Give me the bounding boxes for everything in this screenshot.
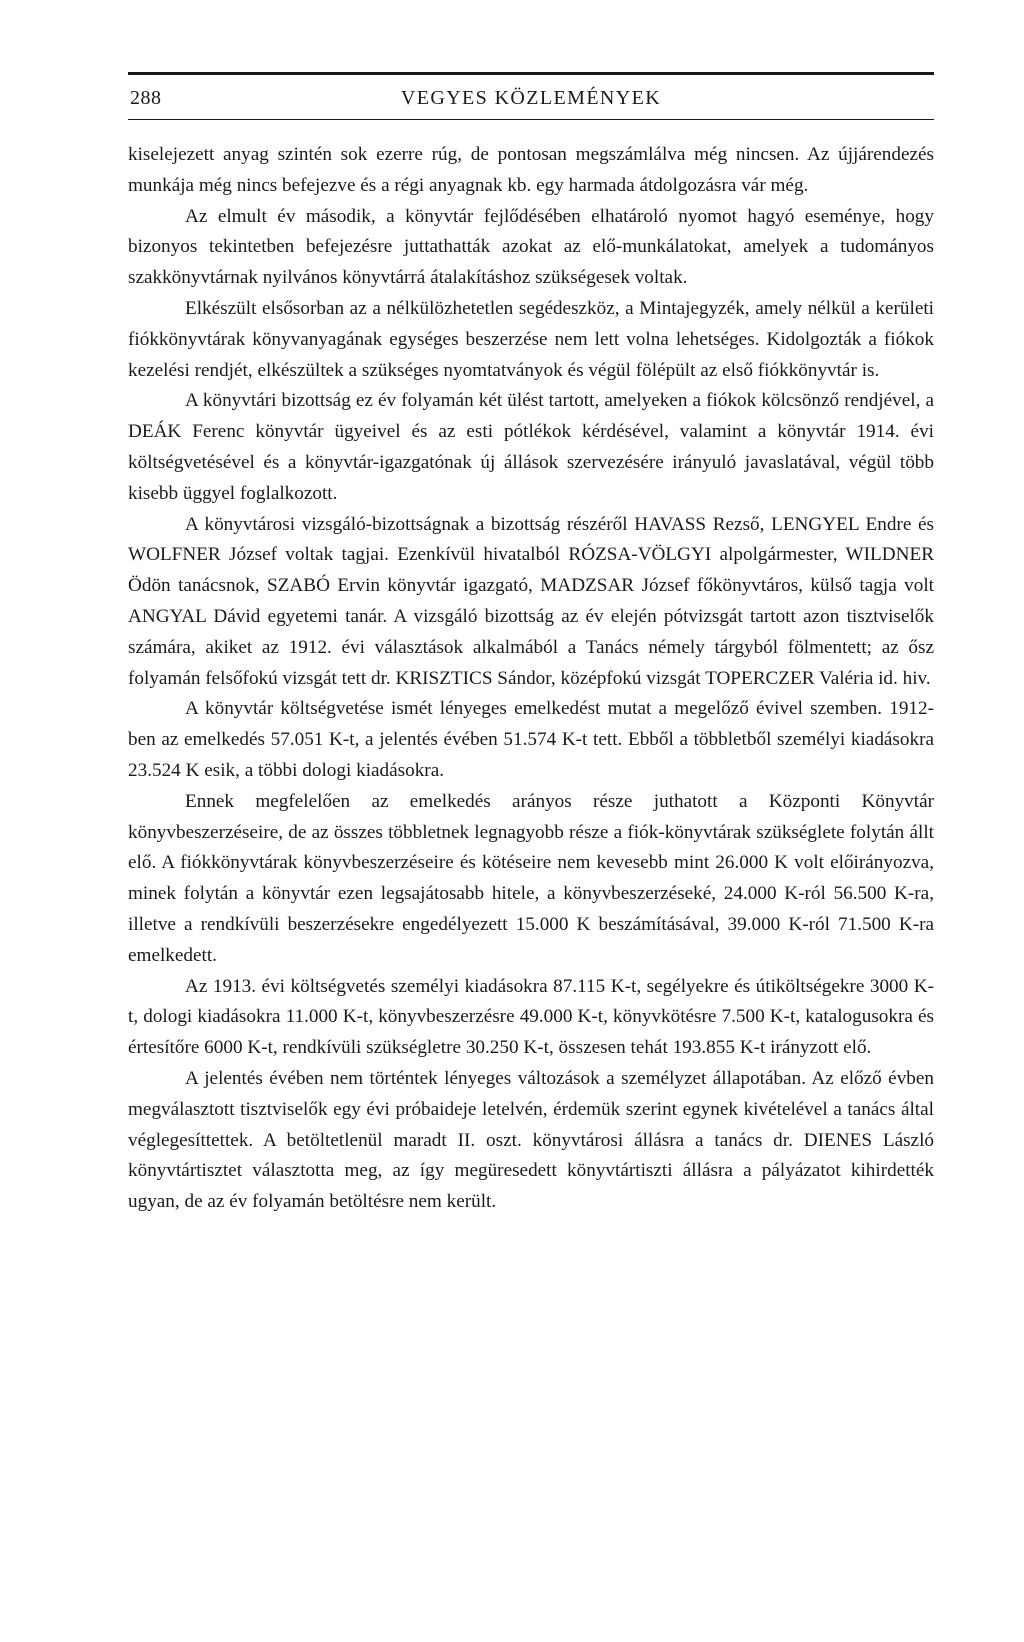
page-number: 288: [130, 87, 162, 109]
paragraph: Az elmult év második, a könyvtár fejlődésében elhatároló nyomot hagyó eseménye, hogy bizonyos tekintetben befejezésre juttathatták azokat az elő-munkálatokat, amelyek a tudományos szakkönyvtárnak nyilvános könyvtárrá átalakításhoz szükségesek voltak.: [128, 205, 934, 289]
running-header: [128, 75, 934, 119]
page: [128, 72, 934, 1218]
paragraph: A könyvtári bizottság ez év folyamán két ülést tartott, amelyeken a fiókok kölcsönző rendjével, a DEÁK Ferenc könyvtár ügyeivel és az esti pótlékok kérdésével, valamint a könyvtár 1914. évi költségvetésével és a könyvtár-igazgatónak új állások szervezésére irányuló javaslatával, végül több kisebb üggyel foglalkozott.: [128, 390, 934, 504]
header-rule-bottom: [128, 119, 934, 120]
running-title: VEGYES KÖZLEMÉNYEK: [400, 87, 662, 109]
paragraph: Ennek megfelelően az emelkedés arányos része juthatott a Központi Könyvtár könyvbeszerzéseire, de az összes többletnek legnagyobb része a fiók-könyvtárak szükséglete folytán állt elő. A fiókkönyvtárak könyvbeszerzéseire és kötéseire nem kevesebb mint 26.000 K volt előirányozva, minek folytán a könyvtár ezen legsajátosabb hitele, a könyvbeszerzéseké, 24.000 K-ról 56.500 K-ra, illetve a rendkívüli beszerzésekre engedélyezett 15.000 K beszámításával, 39.000 K-ról 71.500 K-ra emelkedett.: [128, 790, 934, 966]
paragraph: A könyvtár költségvetése ismét lényeges emelkedést mutat a megelőző évivel szemben. 1912-ben az emelkedés 57.051 K-t, a jelentés évében 51.574 K-t tett. Ebből a többletből személyi kiadásokra 23.524 K esik, a többi dologi kiadásokra.: [128, 698, 934, 781]
paragraph: Elkészült elsősorban az a nélkülözhetetlen segédeszköz, a Mintajegyzék, amely nélkül a kerületi fiókkönyvtárak könyvanyagának egységes beszerzése nem lett volna lehetséges. Kidolgozták a fiókok kezelési rendjét, elkészültek a szükséges nyomtatványok és végül fölépült az első fiókkönyvtár is.: [128, 297, 934, 381]
paragraph: Az 1913. évi költségvetés személyi kiadásokra 87.115 K-t, segélyekre és útiköltségekre 3000 K-t, dologi kiadásokra 11.000 K-t, könyvbeszerzésre 49.000 K-t, könyvkötésre 7.500 K-t, katalogusokra és értesítőre 6000 K-t, rendkívüli szükségletre 30.250 K-t, összesen tehát 193.855 K-t irányzott elő.: [128, 975, 934, 1059]
paragraph: A könyvtárosi vizsgáló-bizottságnak a bizottság részéről HAVASS Rezső, LENGYEL Endre és WOLFNER József voltak tagjai. Ezenkívül hivatalból RÓZSA-VÖLGYI alpolgármester, WILDNER Ödön tanácsnok, SZABÓ Ervin könyvtár igazgató, MADZSAR József főkönyvtáros, külső tagja volt ANGYAL Dávid egyetemi tanár. A vizsgáló bizottság az év elején pótvizsgát tartott azon tisztviselők számára, akiket az 1912. évi választások alkalmából a Tanács némely tárgyból fölmentett; az ősz folyamán felsőfokú vizsgát tett dr. KRISZTICS Sándor, középfokú vizsgát TOPERCZER Valéria id. hiv.: [128, 513, 934, 689]
paragraph: A jelentés évében nem történtek lényeges változások a személyzet állapotában. Az előző évben megválasztott tisztviselők egy évi próbaideje letelvén, érdemük szerint egynek kivételével a tanács által véglegesíttettek. A betöltetlenül maradt II. oszt. könyvtárosi állásra a tanács dr. DIENES László könyvtártisztet választotta meg, az így megüresedett könyvtártiszti állásra a pályázatot kihirdették ugyan, de az év folyamán betöltésre nem került.: [128, 1067, 934, 1213]
body-text: [128, 140, 934, 1218]
paragraph: kiselejezett anyag szintén sok ezerre rúg, de pontosan megszámlálva még nincsen. Az újjárendezés munkája még nincs befejezve és a régi anyagnak kb. egy harmada átdolgozásra vár még.: [128, 144, 934, 196]
